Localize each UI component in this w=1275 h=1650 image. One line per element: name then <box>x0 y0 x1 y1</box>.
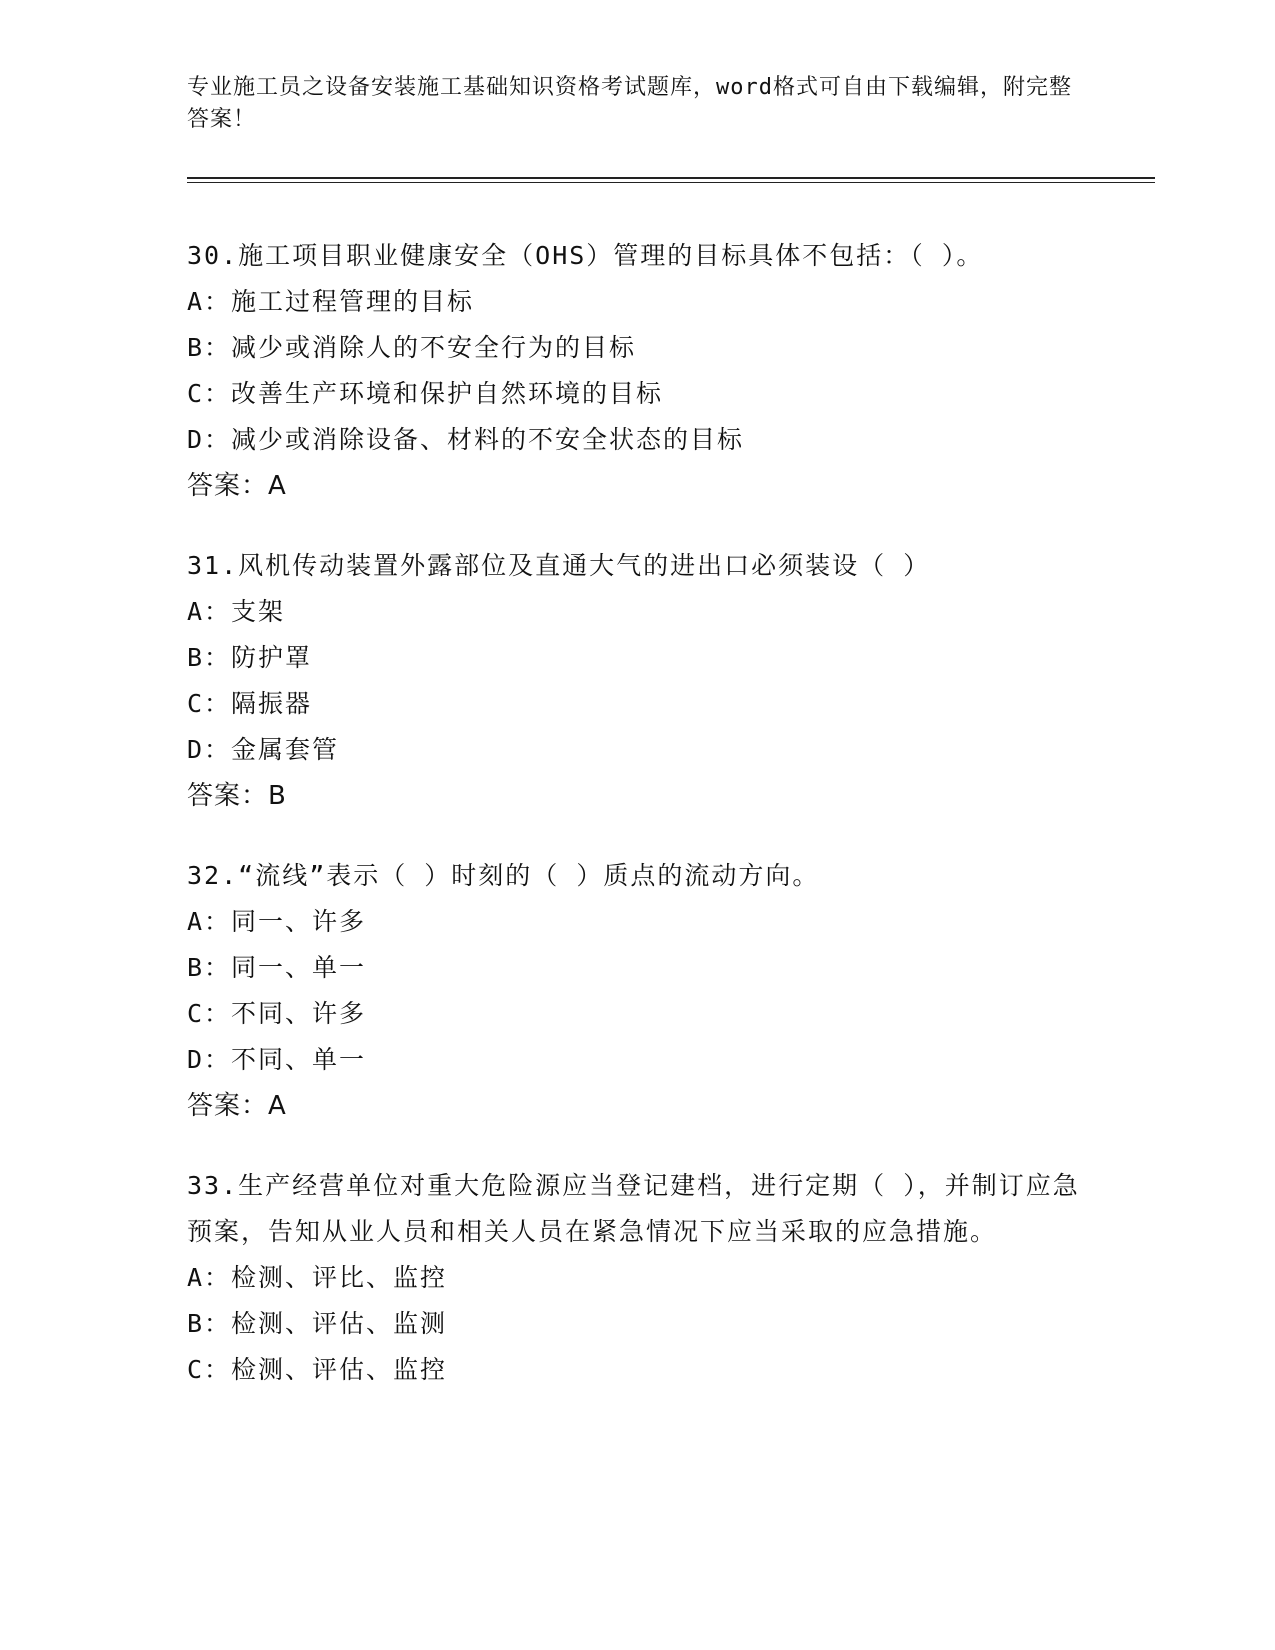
document-header: 专业施工员之设备安装施工基础知识资格考试题库，word格式可自由下载编辑，附完整答案！ <box>187 75 1072 132</box>
option-c: C：隔振器 <box>187 689 313 718</box>
header-rule-thick <box>187 177 1155 179</box>
answer-line: 答案：A <box>187 471 287 501</box>
option-a: A：同一、许多 <box>187 907 367 936</box>
question-list <box>187 233 1087 1427</box>
question-30 <box>187 233 1087 509</box>
option-b: B：减少或消除人的不安全行为的目标 <box>187 333 637 362</box>
option-b: B：检测、评估、监测 <box>187 1309 448 1338</box>
option-c: C：检测、评估、监控 <box>187 1355 448 1384</box>
option-a: A：检测、评比、监控 <box>187 1263 448 1292</box>
question-stem: 30.施工项目职业健康安全（OHS）管理的目标具体不包括：（ ）。 <box>187 241 984 270</box>
option-d: D：不同、单一 <box>187 1045 367 1074</box>
question-32 <box>187 853 1087 1129</box>
question-31 <box>187 543 1087 819</box>
option-b: B：同一、单一 <box>187 953 367 982</box>
option-d: D：金属套管 <box>187 735 340 764</box>
answer-line: 答案：B <box>187 781 287 811</box>
option-list <box>187 589 1087 773</box>
question-stem: 31.风机传动装置外露部位及直通大气的进出口必须装设（ ） <box>187 551 931 580</box>
question-stem: 33.生产经营单位对重大危险源应当登记建档，进行定期（ ），并制订应急预案，告知从业人员和相关人员在紧急情况下应当采取的应急措施。 <box>187 1171 1080 1246</box>
option-b: B：防护罩 <box>187 643 313 672</box>
question-stem: 32.“流线”表示（ ）时刻的（ ）质点的流动方向。 <box>187 861 820 890</box>
option-list <box>187 1255 1087 1393</box>
option-c: C：不同、许多 <box>187 999 367 1028</box>
option-list <box>187 279 1087 463</box>
option-c: C：改善生产环境和保护自然环境的目标 <box>187 379 664 408</box>
option-a: A：支架 <box>187 597 286 626</box>
answer-line: 答案：A <box>187 1091 287 1121</box>
question-33 <box>187 1163 1087 1393</box>
header-rule-thin <box>187 182 1155 183</box>
option-d: D：减少或消除设备、材料的不安全状态的目标 <box>187 425 745 454</box>
option-list <box>187 899 1087 1083</box>
option-a: A：施工过程管理的目标 <box>187 287 475 316</box>
